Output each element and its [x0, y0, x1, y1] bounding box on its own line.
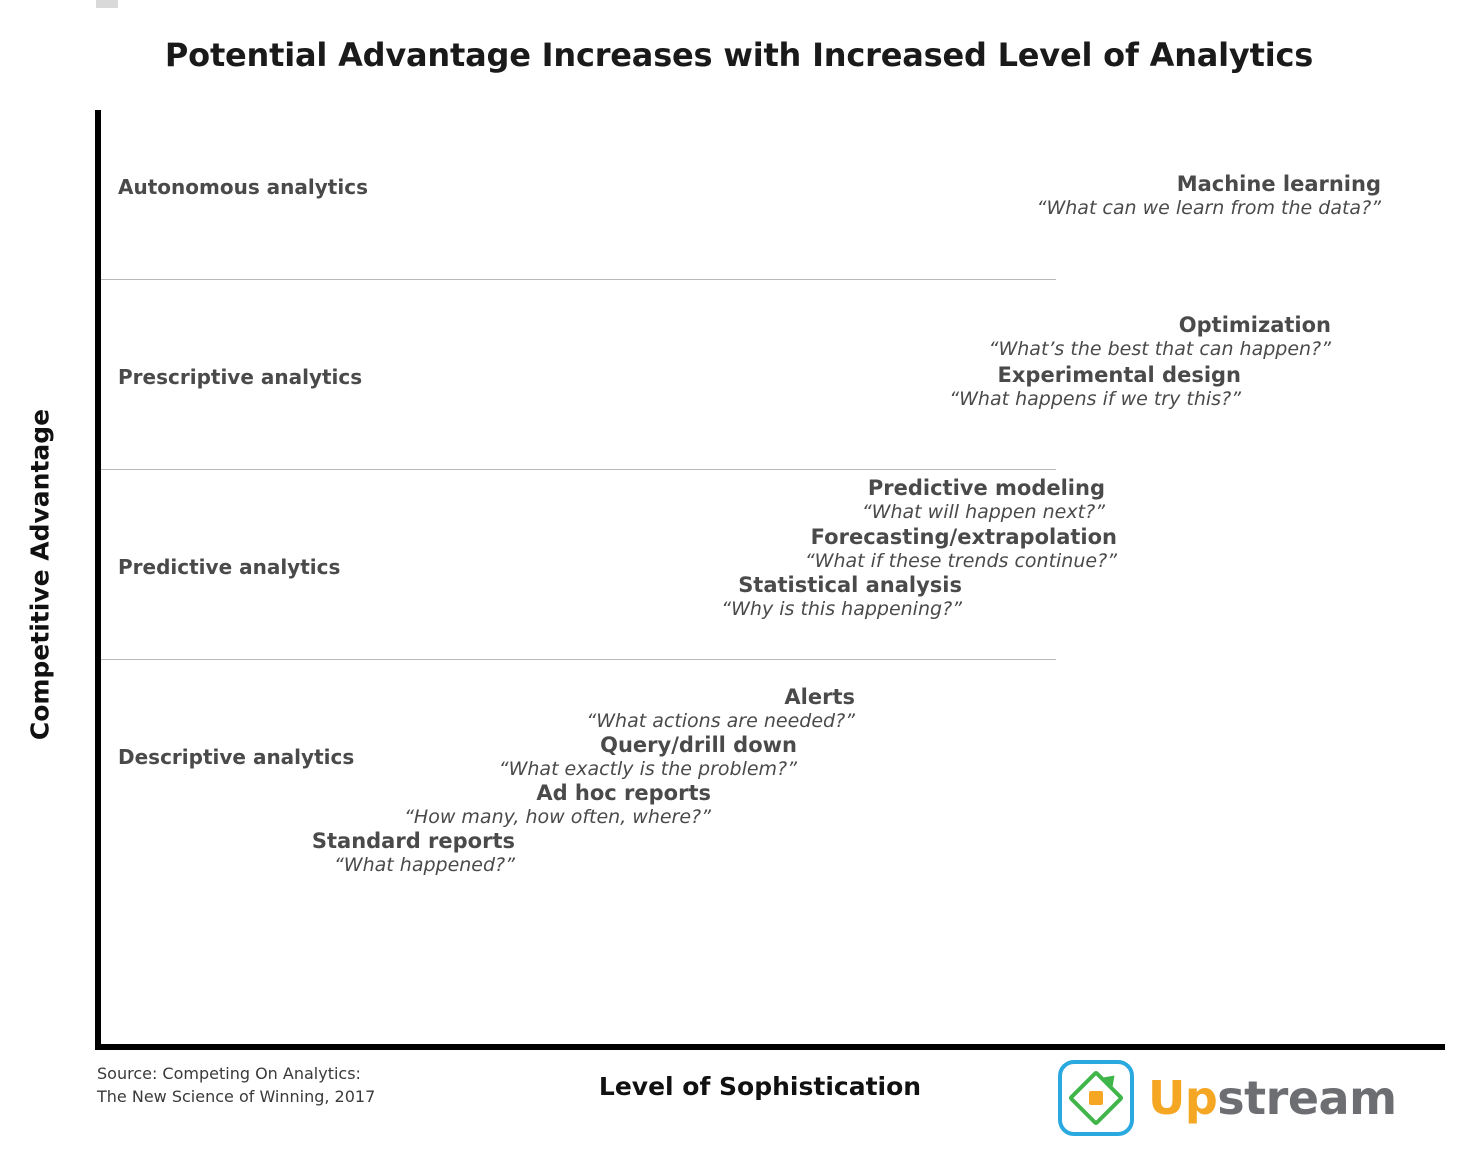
capability-name: Query/drill down [600, 733, 797, 757]
capability-question: “What exactly is the problem?” [498, 757, 797, 780]
capability-question: “What can we learn from the data?” [1036, 196, 1381, 219]
capability-question: “What will happen next?” [861, 500, 1105, 523]
capability-name: Optimization [1178, 313, 1331, 337]
upstream-logo [1058, 1060, 1397, 1136]
capability-predictive-modeling [280, 477, 1105, 523]
capability-statistical-analysis [137, 574, 962, 620]
capability-name: Experimental design [997, 363, 1241, 387]
band-separator-1 [101, 279, 1056, 280]
capability-name: Statistical analysis [738, 573, 962, 597]
capability-question: “What actions are needed?” [586, 709, 855, 732]
capability-ad-hoc-reports [0, 782, 711, 828]
tier-label-descriptive: Descriptive analytics [118, 745, 355, 769]
capability-name: Alerts [784, 685, 855, 709]
band-separator-2 [101, 469, 1056, 470]
x-axis-label: Level of Sophistication [598, 1072, 922, 1101]
y-axis-line [95, 110, 101, 1050]
tier-label-prescriptive: Prescriptive analytics [118, 365, 363, 389]
square-shape-icon [1089, 1091, 1103, 1105]
page-title: Potential Advantage Increases with Increased Level of Analytics [164, 36, 1314, 74]
capability-name: Standard reports [311, 829, 515, 853]
x-axis-line [95, 1044, 1445, 1050]
capability-question: “Why is this happening?” [721, 597, 962, 620]
capability-name: Predictive modeling [867, 476, 1105, 500]
capability-name: Machine learning [1176, 172, 1381, 196]
capability-forecasting [292, 526, 1117, 572]
capability-name: Forecasting/extrapolation [810, 525, 1117, 549]
capability-question: “How many, how often, where?” [404, 805, 711, 828]
source-note [97, 1062, 375, 1108]
capability-question: “What happens if we try this?” [949, 387, 1241, 410]
capability-standard-reports [0, 830, 515, 876]
capability-experimental-design [416, 364, 1241, 410]
capability-question: “What’s the best that can happen?” [988, 337, 1331, 360]
source-line-2: The New Science of Winning, 2017 [97, 1087, 376, 1107]
tier-label-predictive: Predictive analytics [118, 555, 341, 579]
capability-alerts [30, 686, 855, 732]
band-separator-3 [101, 659, 1056, 660]
brand-name-part1: Up [1148, 1071, 1218, 1125]
capability-question: “What happened?” [333, 853, 515, 876]
corner-artifact [96, 0, 118, 8]
capability-name: Ad hoc reports [536, 781, 711, 805]
capability-machine-learning [556, 173, 1381, 219]
capability-question: “What if these trends continue?” [804, 549, 1117, 572]
upstream-logo-icon [1058, 1060, 1134, 1136]
capability-optimization [506, 314, 1331, 360]
brand-name-part2: stream [1217, 1071, 1397, 1125]
tier-label-autonomous: Autonomous analytics [118, 175, 368, 199]
y-axis-label: Competitive Advantage [25, 408, 55, 741]
source-line-1: Source: Competing On Analytics: [97, 1064, 361, 1083]
capability-query-drill-down [0, 734, 797, 780]
brand-wordmark [1148, 1071, 1397, 1125]
